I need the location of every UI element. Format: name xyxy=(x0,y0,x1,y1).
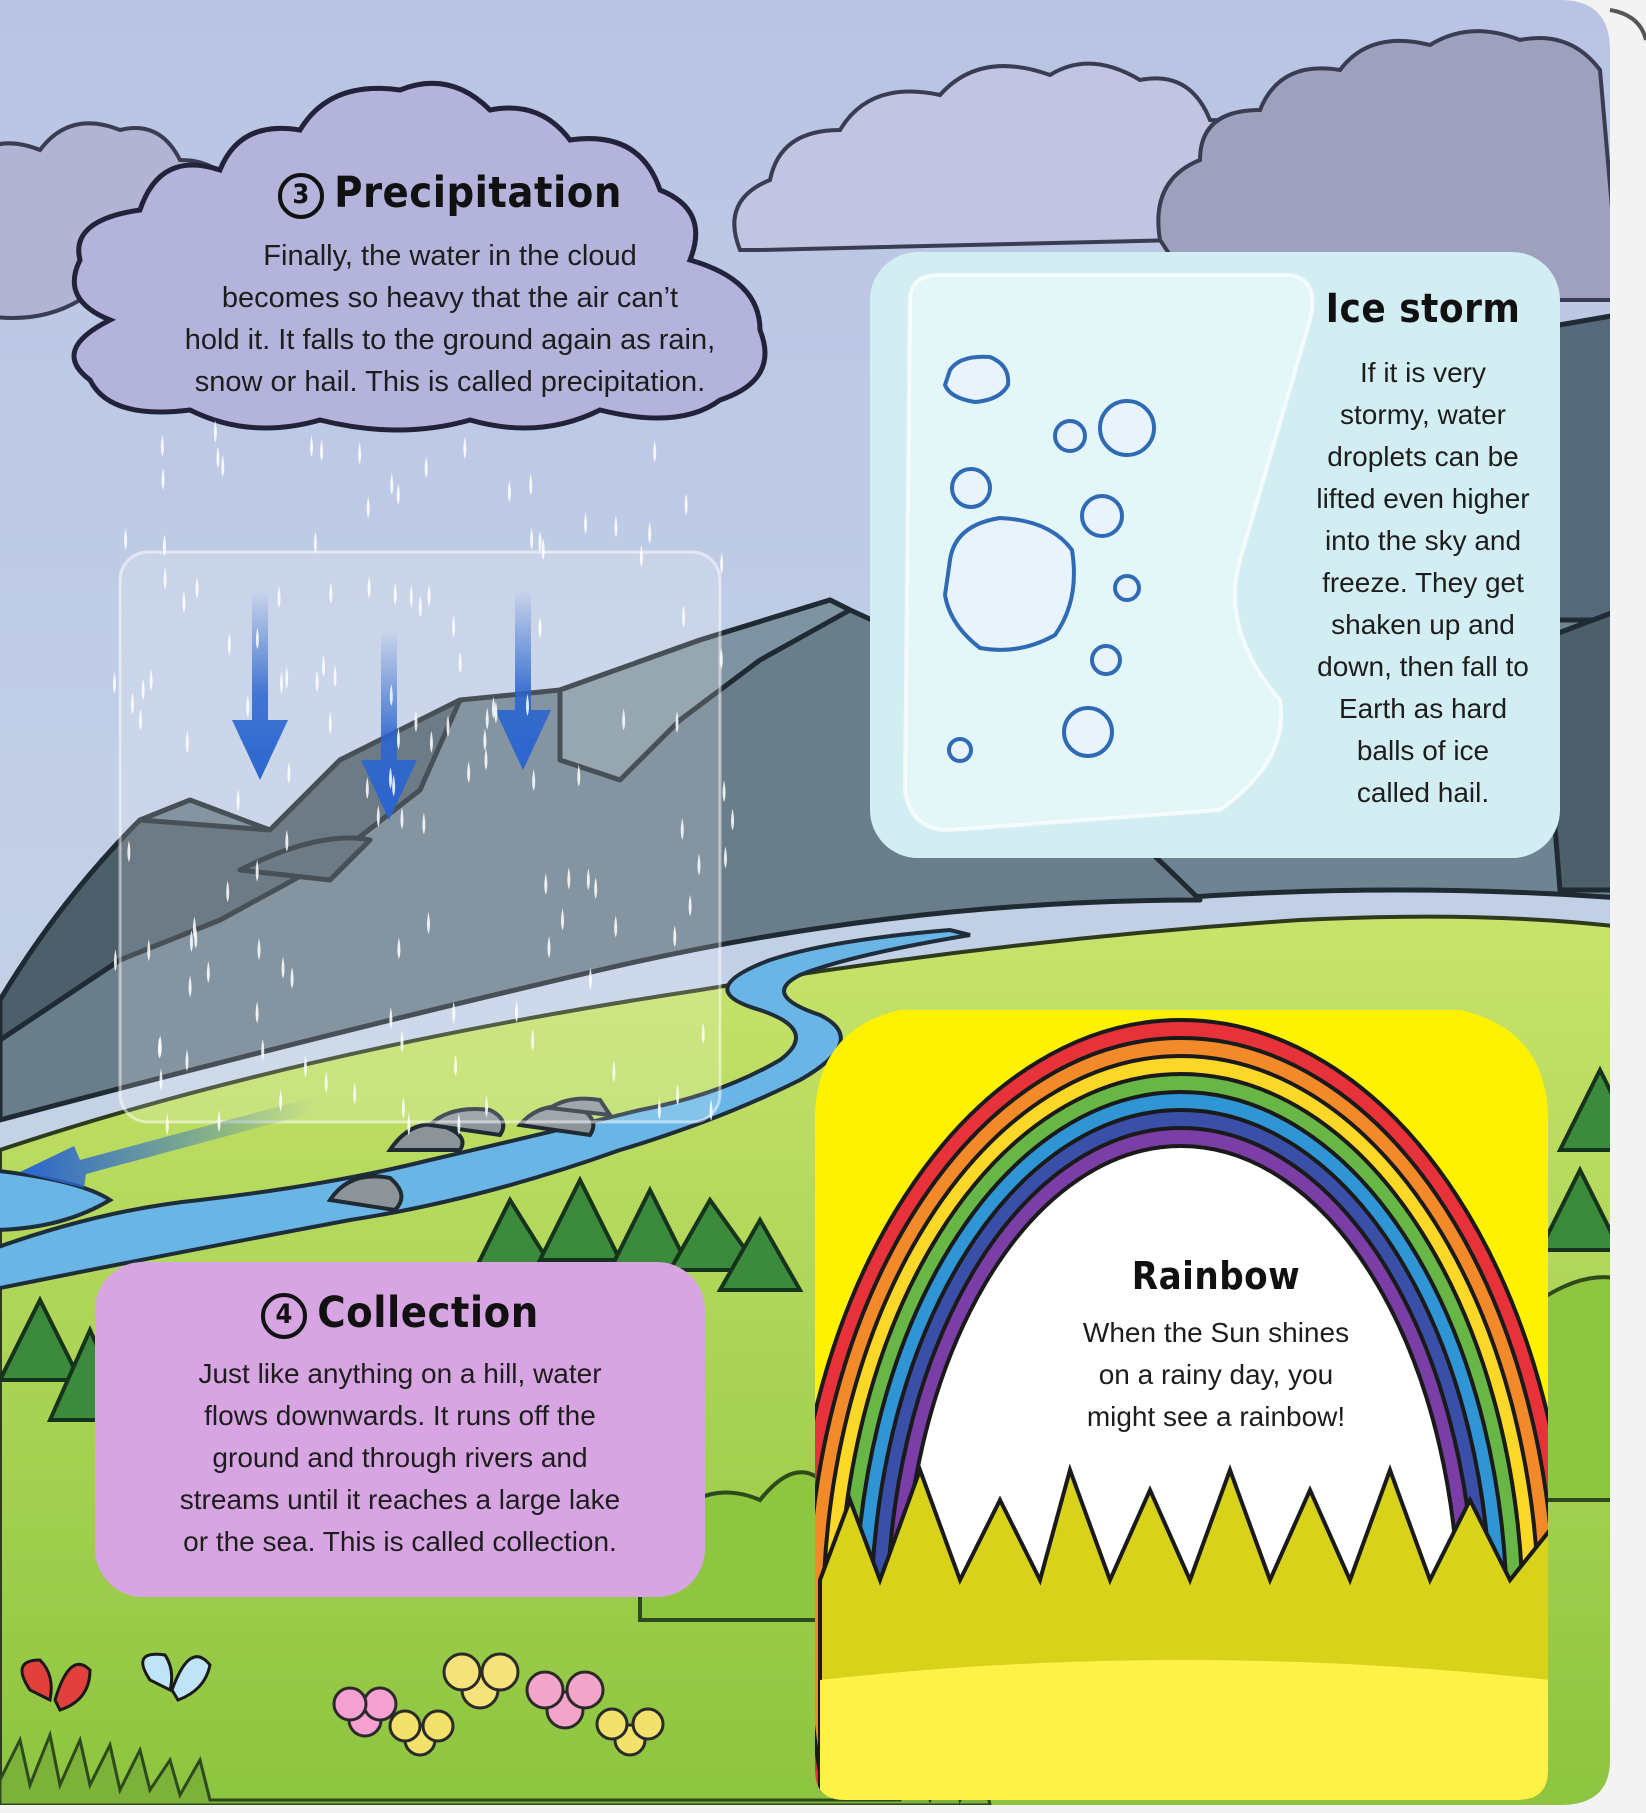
step-number: 4 xyxy=(261,1293,307,1339)
text-line: might see a rainbow! xyxy=(1086,1401,1346,1432)
text-line: shaken up and xyxy=(1331,609,1515,640)
text-line: droplets can be xyxy=(1327,441,1519,472)
text-line: lifted even higher xyxy=(1316,483,1530,514)
text-line: snow or hail. This is called precipitation. xyxy=(194,365,706,398)
text-line: If it is very xyxy=(1359,357,1486,388)
text-line: ground and through rivers and xyxy=(212,1441,588,1473)
text-line: Just like anything on a hill, water xyxy=(198,1357,602,1389)
rainbow-title: Rainbow xyxy=(1131,1254,1301,1298)
text-line: down, then fall to xyxy=(1317,651,1529,682)
text-line: Finally, the water in the cloud xyxy=(263,239,637,272)
precipitation-title: Precipitation xyxy=(334,168,622,218)
ice-storm-title: Ice storm xyxy=(1325,286,1521,332)
rainbow-description xyxy=(1006,1312,1426,1438)
text-line: streams until it reaches a large lake xyxy=(179,1483,621,1515)
collection-text xyxy=(120,1288,680,1563)
page-edge xyxy=(1610,10,1646,40)
text-line: or the sea. This is called collection. xyxy=(183,1525,617,1557)
text-line: Earth as hard xyxy=(1338,693,1508,724)
rain-window xyxy=(120,552,720,1122)
step-number: 3 xyxy=(278,173,324,219)
ice-storm-text xyxy=(1270,286,1576,814)
text-line: freeze. They get xyxy=(1322,567,1524,598)
collection-heading xyxy=(120,1288,680,1339)
text-line: When the Sun shines xyxy=(1082,1317,1350,1348)
precipitation-description xyxy=(150,235,750,403)
collection-description xyxy=(120,1353,680,1563)
precipitation-heading xyxy=(150,168,750,219)
text-line: stormy, water xyxy=(1340,399,1506,430)
collection-title: Collection xyxy=(317,1288,539,1338)
rainbow-text xyxy=(1006,1254,1426,1438)
ice-storm-description xyxy=(1270,352,1576,814)
text-line: called hail. xyxy=(1356,777,1490,808)
text-line: into the sky and xyxy=(1324,525,1522,556)
precipitation-text xyxy=(150,168,750,403)
text-line: balls of ice xyxy=(1356,735,1490,766)
text-line: becomes so heavy that the air can’t xyxy=(221,281,679,314)
text-line: flows downwards. It runs off the xyxy=(204,1399,596,1431)
text-line: hold it. It falls to the ground again as rain, xyxy=(184,323,716,356)
text-line: on a rainy day, you xyxy=(1098,1359,1334,1390)
